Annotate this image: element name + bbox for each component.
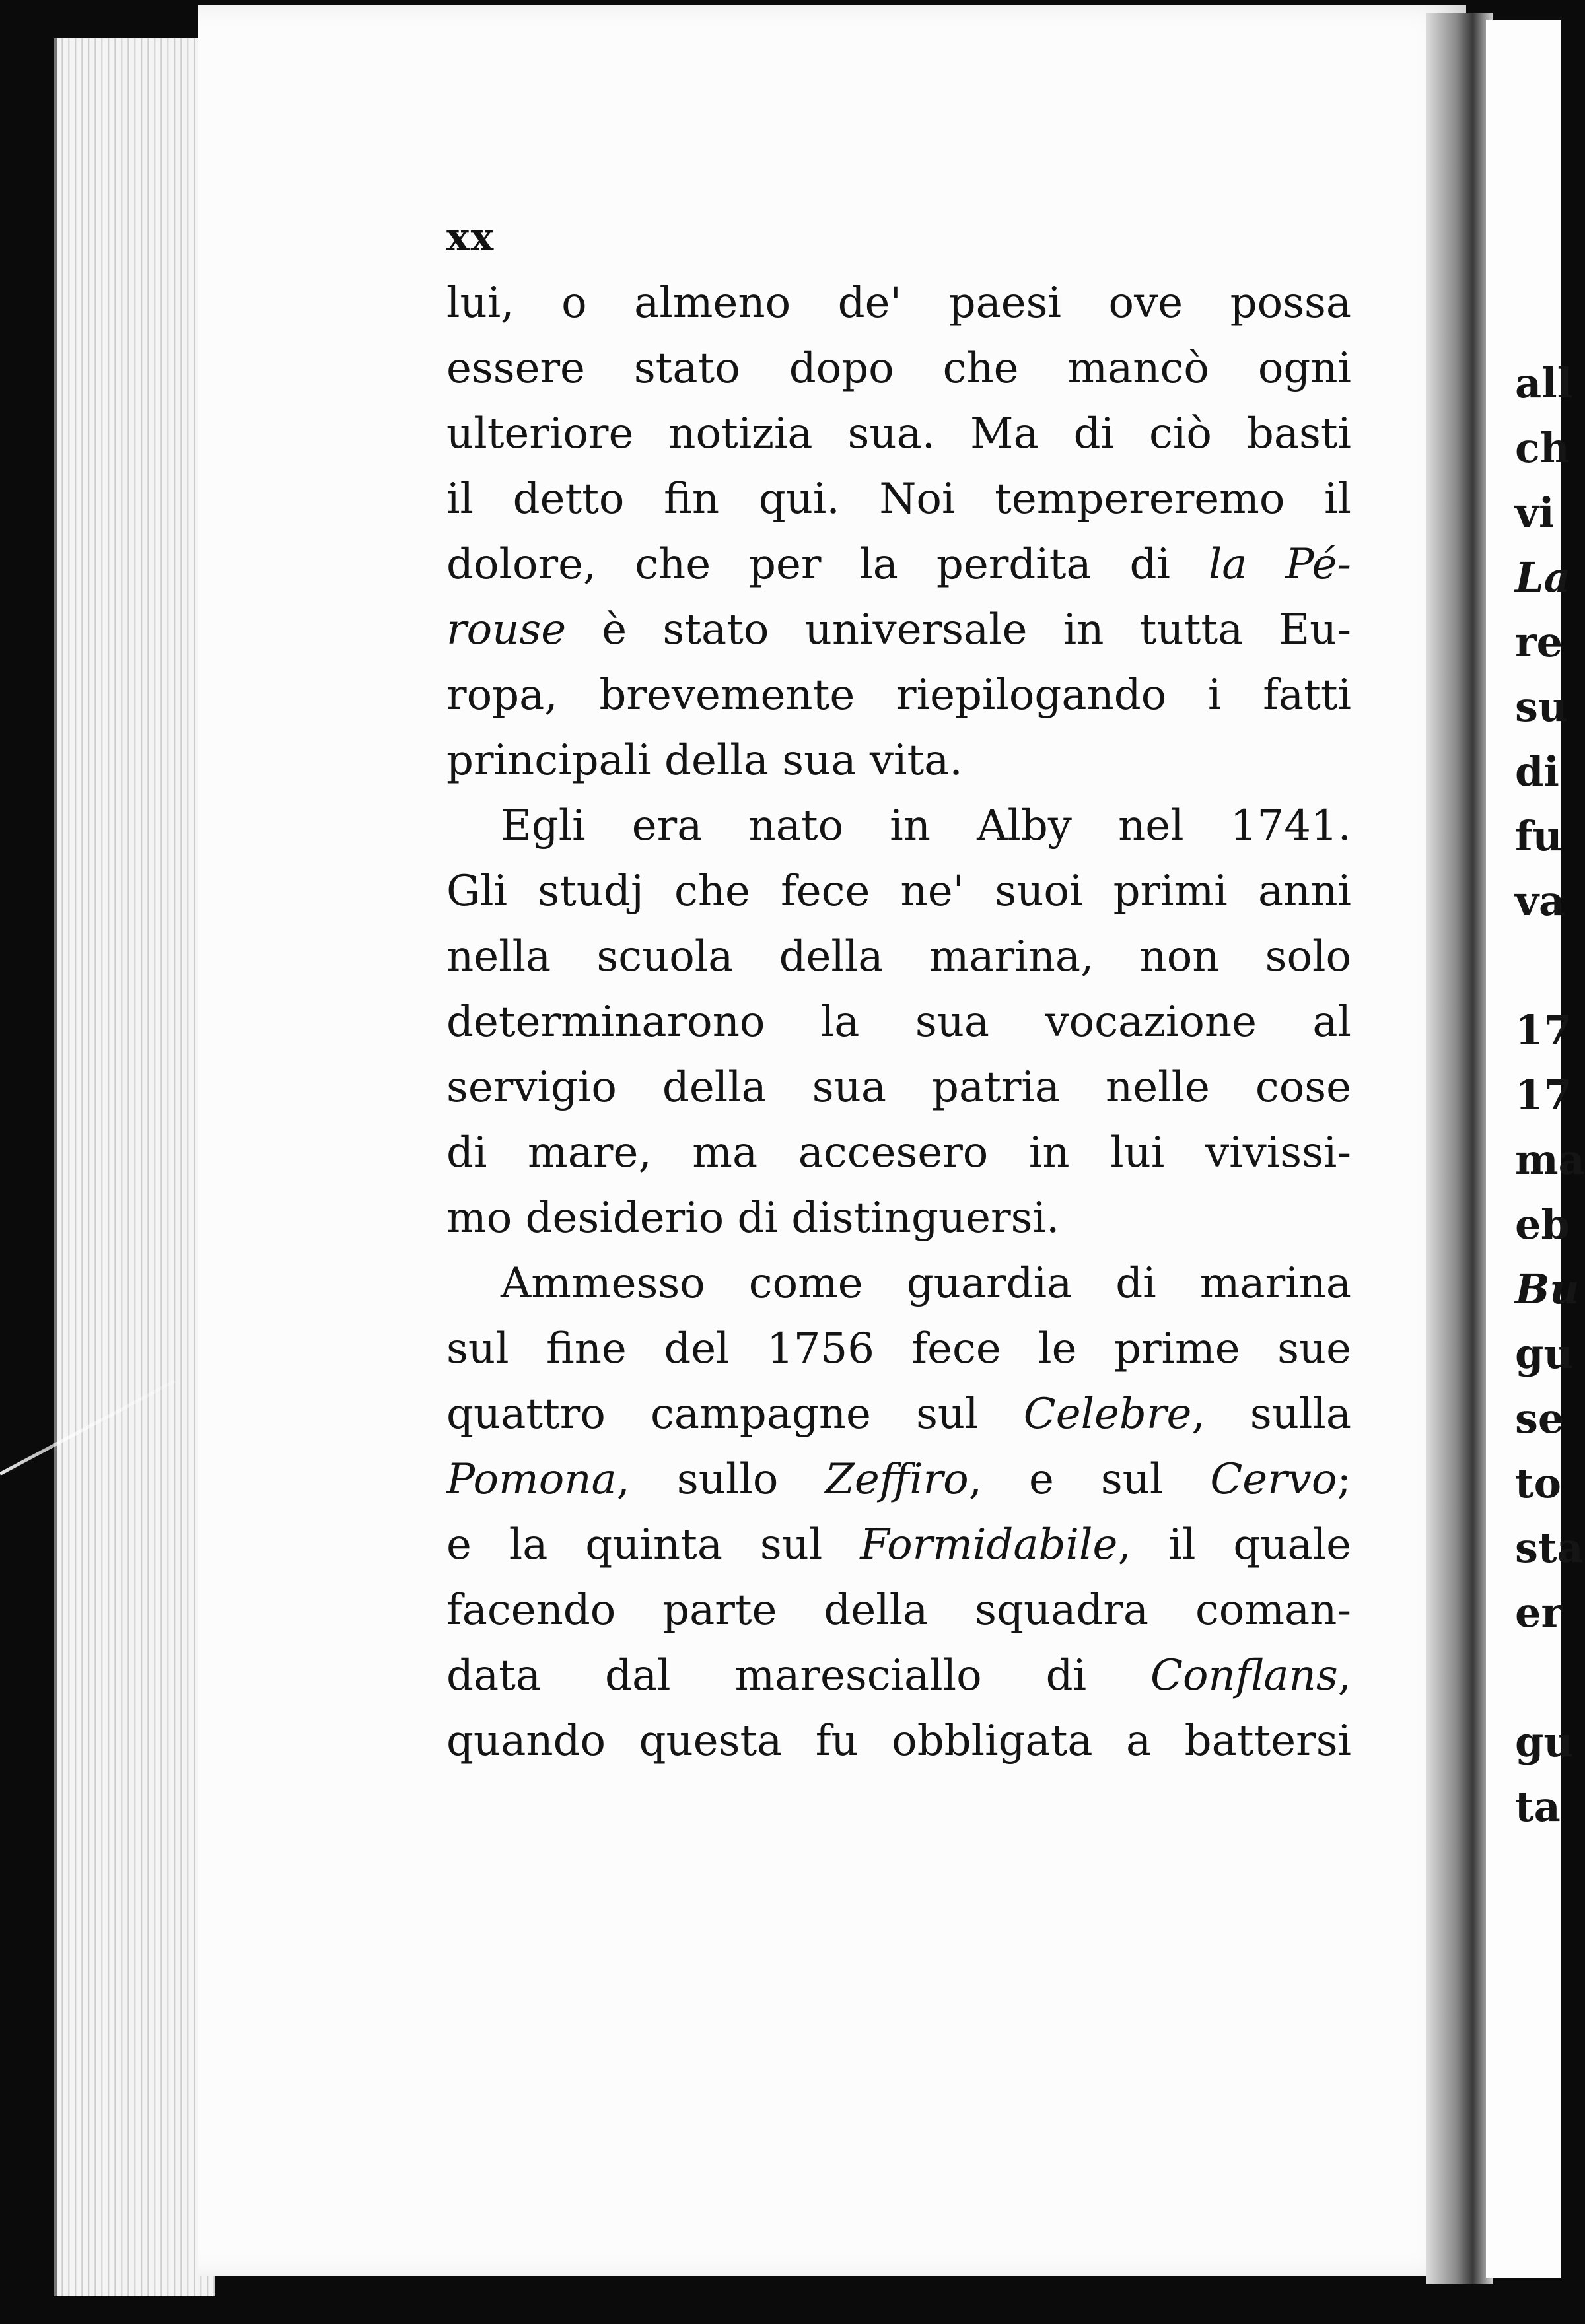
text-segment: è stato universale in tutta Eu- [566, 605, 1351, 654]
facing-page-fragment: se [1515, 1394, 1565, 1443]
text-segment: determinarono la sua vocazione al [446, 998, 1351, 1046]
text-line [446, 1513, 1351, 1578]
facing-page-fragment: Bu [1515, 1265, 1580, 1313]
text-segment: e la quinta sul [446, 1521, 861, 1569]
text-segment: data dal maresciallo di [446, 1651, 1151, 1700]
text-line [446, 794, 1351, 859]
facing-page-fragment: fu [1515, 812, 1563, 860]
text-segment: , sullo [616, 1455, 826, 1504]
text-line [446, 990, 1351, 1055]
text-segment: mo desiderio di distinguersi. [446, 1194, 1060, 1243]
text-segment: ulteriore notizia sua. Ma di ciò basti [446, 409, 1351, 458]
text-segment: ; [1337, 1455, 1352, 1504]
facing-page-fragment: va [1515, 877, 1566, 925]
italic-text: Pomona [446, 1455, 617, 1504]
facing-page-fragment: to [1515, 1459, 1561, 1507]
text-line [446, 1186, 1351, 1251]
text-line [446, 598, 1351, 663]
text-line [446, 532, 1351, 598]
book-page-right [1486, 20, 1585, 2278]
facing-page-fragment: su [1515, 683, 1568, 731]
text-line [446, 859, 1351, 924]
text-segment: nella scuola della marina, non solo [446, 932, 1351, 981]
text-segment: principali della sua vita. [446, 736, 963, 785]
text-segment: sul fine del 1756 fece le prime sue [446, 1324, 1351, 1373]
text-segment: Egli era nato in Alby nel 1741. [501, 802, 1351, 850]
italic-text: rouse [446, 605, 567, 654]
text-segment: essere stato dopo che mancò ogni [446, 344, 1351, 393]
text-segment: servigio della sua patria nelle cose [446, 1063, 1351, 1112]
text-line [446, 663, 1351, 728]
text-line [446, 1578, 1351, 1643]
text-line [446, 1643, 1351, 1709]
text-line [446, 271, 1351, 336]
italic-text: Zeffiro [825, 1455, 969, 1504]
text-line [446, 1709, 1351, 1774]
facing-page-fragment: er [1515, 1589, 1563, 1637]
text-segment: quando questa fu obbligata a battersi [446, 1717, 1351, 1765]
text-line [446, 728, 1351, 794]
text-segment: di mare, ma accesero in lui vivissi- [446, 1128, 1351, 1177]
facing-page-fragment: re [1515, 618, 1563, 666]
text-line [446, 1316, 1351, 1382]
facing-page-fragment: La [1515, 553, 1570, 601]
text-line [446, 1447, 1351, 1513]
facing-page-fragment: di [1515, 747, 1559, 796]
italic-text: Cervo [1210, 1455, 1337, 1504]
body-text [446, 271, 1351, 1774]
facing-page-fragment: ta [1515, 1783, 1561, 1831]
text-line [446, 1251, 1351, 1316]
text-segment: , e sul [968, 1455, 1211, 1504]
facing-page-fragment: gu [1515, 1718, 1574, 1766]
text-segment: , il quale [1117, 1521, 1351, 1569]
facing-page-fragment: sta [1515, 1524, 1584, 1572]
italic-text: Conflans [1150, 1651, 1338, 1700]
binding-gutter [1426, 13, 1493, 2284]
italic-text: Formidabile [860, 1521, 1118, 1569]
text-segment: Gli studj che fece ne' suoi primi anni [446, 867, 1351, 916]
text-segment: , [1337, 1651, 1351, 1700]
text-segment: il detto fin qui. Noi tempereremo il [446, 475, 1351, 524]
text-segment: facendo parte della squadra coman- [446, 1586, 1351, 1635]
text-segment: quattro campagne sul [446, 1390, 1024, 1439]
text-line [446, 401, 1351, 467]
page-number: xx [446, 215, 495, 259]
facing-page-fragment: eb [1515, 1200, 1570, 1248]
facing-page-fragment: all [1515, 359, 1573, 407]
facing-page-fragment: gu [1515, 1330, 1574, 1378]
italic-text: la Pé- [1208, 540, 1352, 589]
text-line [446, 336, 1351, 401]
text-segment: , sulla [1191, 1390, 1351, 1439]
text-line [446, 924, 1351, 990]
page-edges [54, 38, 215, 2296]
facing-page-fragment: 17 [1515, 1071, 1572, 1119]
text-line [446, 467, 1351, 532]
facing-page-fragment: ch [1515, 424, 1570, 472]
facing-page-fragment: 17 [1515, 1006, 1572, 1054]
text-segment: dolore, che per la perdita di [446, 540, 1209, 589]
italic-text: Celebre [1023, 1390, 1192, 1439]
text-segment: ropa, brevemente riepilogando i fatti [446, 671, 1351, 720]
text-line [446, 1120, 1351, 1186]
facing-page-fragment: vi [1515, 489, 1555, 537]
text-segment: Ammesso come guardia di marina [501, 1259, 1351, 1308]
facing-page-fragment: ma [1515, 1136, 1585, 1184]
text-line [446, 1055, 1351, 1120]
text-segment: lui, o almeno de' paesi ove possa [446, 279, 1351, 327]
text-line [446, 1382, 1351, 1447]
